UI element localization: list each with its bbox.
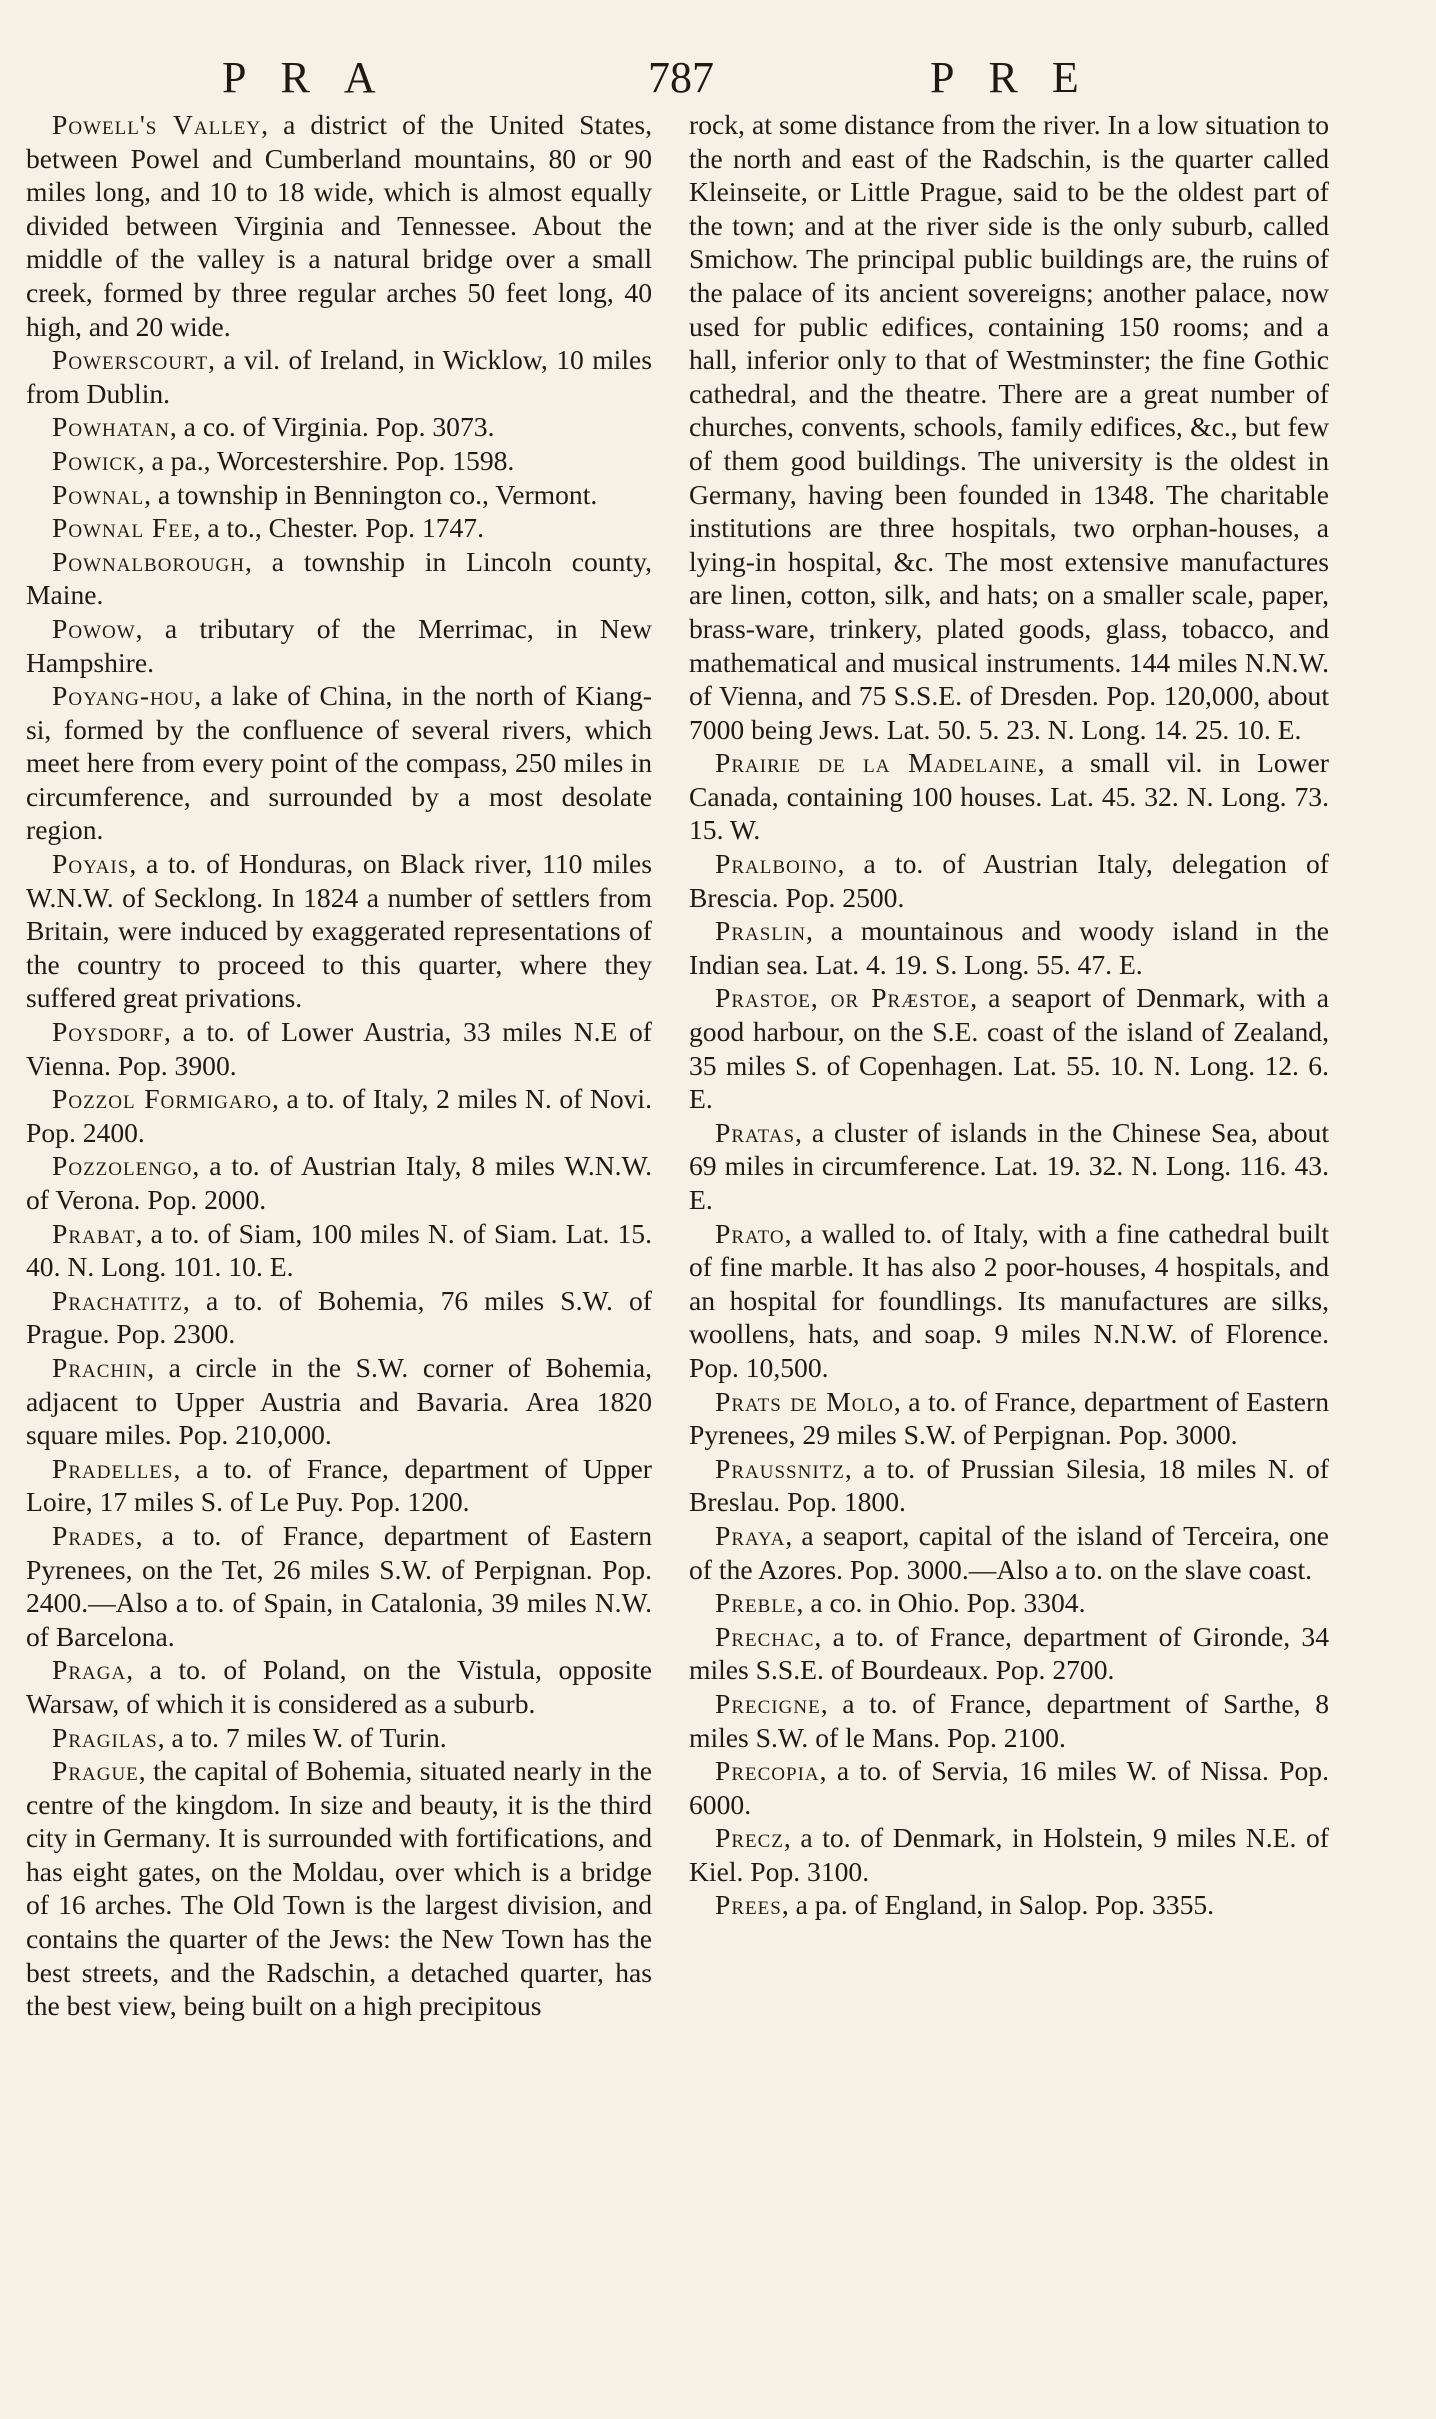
gazetteer-entry [689, 981, 1329, 1115]
gazetteer-entry [26, 1653, 652, 1720]
gazetteer-entry [26, 1082, 652, 1149]
entry-headword: Precz [715, 1822, 784, 1854]
page-number: 787 [648, 53, 714, 102]
entry-headword: Pralboino [715, 848, 838, 880]
entry-headword: Prabat [52, 1217, 136, 1249]
entry-text: , a circle in the S.W. corner of Bohemia, adjacent to Upper Austria and Bavaria. Area 1820 square miles. Pop. 210,000. [26, 1351, 652, 1451]
entry-text: , a small vil. in Lower Canada, containing 100 houses. Lat. 45. 32. N. Long. 73. 15. W. [689, 747, 1329, 846]
gazetteer-entry [689, 847, 1329, 914]
entry-headword: Pozzolengo [52, 1150, 193, 1182]
gazetteer-entry [26, 847, 652, 1015]
header-right-guide: PRE [930, 53, 1113, 102]
entry-text: , a to. of France, department of Gironde, 34 miles S.S.E. of Bourdeaux. Pop. 2700. [689, 1620, 1329, 1686]
entry-text: , a township in Lincoln county, Maine. [26, 545, 652, 611]
gazetteer-entry [26, 1149, 652, 1216]
entry-text: , a lake of China, in the north of Kiang-si, formed by the confluence of several rivers, which meet here from every point of the compass, 250 miles in circumference, and surrounded by a most desolate region. [26, 680, 652, 846]
entry-text: , a to. 7 miles W. of Turin. [157, 1721, 447, 1753]
gazetteer-entry [26, 1721, 652, 1755]
gazetteer-entry [689, 1217, 1329, 1385]
entry-headword: Pragilas [52, 1721, 158, 1753]
entry-text: , a tributary of the Merrimac, in New Hampshire. [26, 612, 652, 678]
entry-headword: Prairie de la Madelaine [715, 747, 1038, 779]
gazetteer-entry [26, 1519, 652, 1653]
gazetteer-entry [689, 1888, 1329, 1922]
entry-text: , a walled to. of Italy, with a fine cathedral built of fine marble. It has also 2 poor-houses, 4 hospitals, and an hospital for foundlings. Its manufactures are silks, woollens, hats, and soap. 9 miles N.N.W. of Florence. Pop. 10,500. [689, 1217, 1329, 1383]
entry-headword: Powick [52, 444, 138, 476]
entry-text: , a to. of Lower Austria, 33 miles N.E of Vienna. Pop. 3900. [26, 1016, 652, 1081]
gazetteer-entry [26, 1217, 652, 1284]
entry-text: , a cluster of islands in the Chinese Sea, about 69 miles in circumference. Lat. 19. 32. N. Long. 116. 43. E. [689, 1116, 1329, 1215]
gazetteer-entry [689, 1687, 1329, 1754]
gazetteer-entry [26, 343, 652, 410]
entry-headword: Prachatitz [52, 1284, 183, 1316]
gazetteer-entry [689, 1620, 1329, 1687]
entry-text: , a vil. of Ireland, in Wicklow, 10 miles from Dublin. [26, 344, 652, 409]
gazetteer-entry [26, 478, 652, 512]
gazetteer-entry [26, 1452, 652, 1519]
entry-headword: Powhatan [52, 411, 170, 443]
gazetteer-entry [26, 511, 652, 545]
entry-headword: Prato [715, 1217, 785, 1249]
entry-headword: Pozzol Formigaro [52, 1083, 272, 1115]
entry-text: , a to. of Italy, 2 miles N. of Novi. Pop. 2400. [26, 1083, 652, 1148]
entry-headword: Preble [715, 1587, 797, 1619]
entry-headword: Pownal [52, 478, 145, 510]
gazetteer-entry [689, 108, 1329, 746]
gazetteer-entry [689, 1519, 1329, 1586]
entry-headword: Praussnitz [715, 1452, 845, 1484]
entry-headword: Pratas [715, 1116, 796, 1148]
entry-text: , a to. of Siam, 100 miles N. of Siam. Lat. 15. 40. N. Long. 101. 10. E. [26, 1217, 652, 1283]
entry-headword: Prats de Molo [715, 1385, 894, 1417]
entry-text: , a to. of France, department of Upper Loire, 17 miles S. of Le Puy. Pop. 1200. [26, 1452, 652, 1518]
entry-text: , a to. of Servia, 16 miles W. of Nissa. Pop. 6000. [689, 1755, 1329, 1820]
entry-text: , the capital of Bohemia, situated nearly in the centre of the kingdom. In size and beauty, it is the third city in Germany. It is surrounded with fortifications, and has eight gates, on the Moldau, over which is a bridge of 16 arches. The Old Town is the largest division, and contains the quarter of the Jews: the New Town has the best streets, and the Radschin, a detached quarter, has the best view, being built on a high precipitous [26, 1755, 652, 2022]
entry-headword: Praga [52, 1654, 127, 1686]
gazetteer-entry [689, 1821, 1329, 1888]
gazetteer-entry [26, 444, 652, 478]
entry-text: , a seaport, capital of the island of Terceira, one of the Azores. Pop. 3000.—Also a to. on the slave coast. [689, 1519, 1329, 1585]
gazetteer-entry [689, 746, 1329, 847]
entry-text: , a district of the United States, between Powel and Cumberland mountains, 80 or 90 miles long, and 10 to 18 wide, which is almost equally divided between Virginia and Tennessee. About the middle of the valley is a natural bridge over a small creek, formed by three regular arches 50 feet long, 40 high, and 20 wide. [26, 109, 652, 342]
entry-headword: Prechac [715, 1620, 815, 1652]
gazetteer-entry [26, 1351, 652, 1452]
gazetteer-entry [689, 1452, 1329, 1519]
entry-headword: Pownalborough [52, 545, 246, 577]
entry-text: , a to. of France, department of Eastern Pyrenees, 29 miles S.W. of Perpignan. Pop. 3000. [689, 1385, 1329, 1451]
entry-text: , a to. of France, department of Eastern Pyrenees, on the Tet, 26 miles S.W. of Perpignan. Pop. 2400.—Also a to. of Spain, in Catalonia, 39 miles N.W. of Barcelona. [26, 1519, 652, 1652]
entry-text: , a to. of Poland, on the Vistula, opposite Warsaw, of which it is considered as a suburb. [26, 1654, 652, 1719]
gazetteer-entry [26, 679, 652, 847]
gazetteer-entry [689, 1116, 1329, 1217]
entry-text: rock, at some distance from the river. In a low situation to the north and east of the Radschin, is the quarter called Kleinseite, or Little Prague, said to be the oldest part of the town; and at the river side is the only suburb, called Smichow. The principal public buildings are, the ruins of the palace of its ancient sovereigns; another palace, now used for public edifices, containing 150 rooms; and a hall, inferior only to that of Westminster; the fine Gothic cathedral, and the theatre. There are a great number of churches, convents, schools, family edifices, &c., but few of them good buildings. The university is the oldest in Germany, having been founded in 1348. The charitable institutions are three hospitals, two orphan-houses, a lying-in hospital, &c. The most extensive manufactures are linen, cotton, silk, and hats; on a smaller scale, paper, brass-ware, trinkery, plated goods, glass, tobacco, and mathematical and musical instruments. 144 miles N.N.W. of Vienna, and 75 S.S.E. of Dresden. Pop. 120,000, about 7000 being Jews. Lat. 50. 5. 23. N. Long. 14. 25. 10. E. [689, 109, 1329, 745]
gazetteer-entry [689, 1385, 1329, 1452]
entry-headword: Precopia [715, 1755, 820, 1787]
entry-headword: Poyais [52, 848, 130, 880]
entry-headword: Pownal Fee [52, 512, 194, 544]
right-column [689, 108, 1329, 1922]
gazetteer-entry [26, 612, 652, 679]
entry-text: , a seaport of Denmark, with a good harbour, on the S.E. coast of the island of Zealand, 35 miles S. of Copenhagen. Lat. 55. 10. N. Long. 12. 6. E. [689, 982, 1330, 1115]
gazetteer-entry [689, 1754, 1329, 1821]
left-column [26, 108, 652, 2023]
entry-headword: Prades [52, 1519, 136, 1551]
entry-headword: Praslin [715, 915, 806, 947]
gazetteer-entry [26, 1754, 652, 2023]
gazetteer-entry [26, 1015, 652, 1082]
entry-text: , a co. of Virginia. Pop. 3073. [169, 411, 495, 443]
entry-headword: Prees [715, 1889, 782, 1921]
gazetteer-entry [26, 545, 652, 612]
entry-headword: Powell's Valley [52, 109, 262, 140]
entry-text: , a to., Chester. Pop. 1747. [193, 512, 485, 544]
entry-text: , a to. of Bohemia, 76 miles S.W. of Prague. Pop. 2300. [26, 1284, 652, 1350]
entry-text: , a to. of Austrian Italy, 8 miles W.N.W. of Verona. Pop. 2000. [26, 1150, 652, 1215]
entry-text: , a pa., Worcestershire. Pop. 1598. [137, 444, 515, 476]
running-header [0, 52, 1436, 112]
gazetteer-entry [689, 914, 1329, 981]
gazetteer-entry [26, 1284, 652, 1351]
gazetteer-entry [689, 1586, 1329, 1620]
entry-text: , a to. of France, department of Sarthe, 8 miles S.W. of le Mans. Pop. 2100. [689, 1687, 1329, 1753]
gazetteer-entry [26, 410, 652, 444]
entry-headword: Poyang-hou [52, 680, 195, 712]
header-left-guide: PRA [222, 53, 410, 102]
entry-text: , a to. of Honduras, on Black river, 110 miles W.N.W. of Secklong. In 1824 a number of settlers from Britain, were induced by exaggerated representations of the country to proceed to this quarter, where they suffered great privations. [26, 848, 652, 1014]
entry-text: , a to. of Austrian Italy, delegation of Brescia. Pop. 2500. [689, 848, 1329, 913]
entry-headword: Poysdorf [52, 1016, 165, 1048]
entry-headword: Prachin [52, 1351, 148, 1383]
entry-headword: Pradelles [52, 1452, 174, 1484]
entry-text: , a co. in Ohio. Pop. 3304. [796, 1587, 1086, 1619]
entry-text: , a to. of Prussian Silesia, 18 miles N. of Breslau. Pop. 1800. [689, 1452, 1329, 1518]
gazetteer-entry [26, 108, 652, 343]
entry-headword: Powerscourt [52, 344, 209, 376]
entry-headword: Powow [52, 612, 136, 644]
entry-text: , a mountainous and woody island in the Indian sea. Lat. 4. 19. S. Long. 55. 47. E. [689, 915, 1329, 980]
entry-text: , a pa. of England, in Salop. Pop. 3355. [781, 1889, 1215, 1921]
entry-headword: Precigne [715, 1687, 821, 1719]
entry-text: , a township in Bennington co., Vermont. [144, 478, 598, 510]
entry-headword: Praya [715, 1519, 786, 1551]
entry-headword: Prastoe, or Præstoe [715, 982, 971, 1014]
entry-headword: Prague [52, 1755, 139, 1787]
entry-text: , a to. of Denmark, in Holstein, 9 miles N.E. of Kiel. Pop. 3100. [689, 1822, 1329, 1887]
